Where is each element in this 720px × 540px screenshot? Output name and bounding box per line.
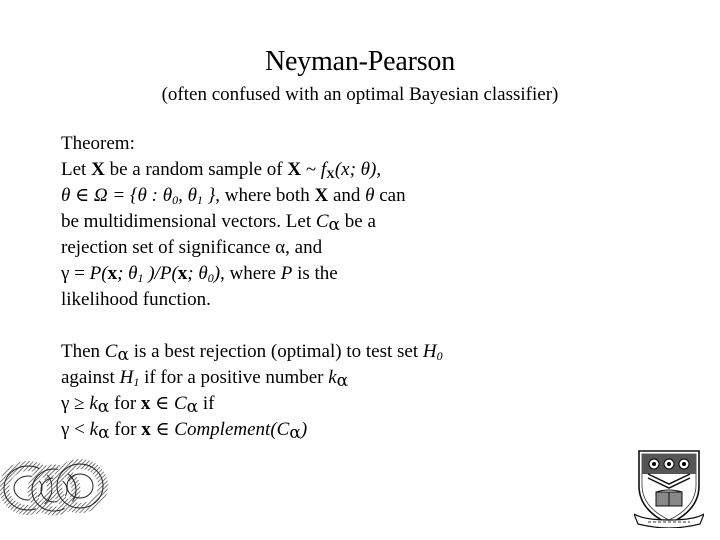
text: if	[198, 393, 215, 414]
var-H: H	[119, 367, 134, 388]
var-C: C	[173, 393, 187, 414]
theorem-line-5	[61, 261, 661, 287]
text: ~	[301, 159, 321, 180]
subscript-1: 1	[137, 271, 144, 285]
var-k: k	[89, 419, 99, 440]
var-P: P	[159, 263, 172, 284]
text: be multidimensional vectors. Let	[61, 211, 316, 232]
theorem-heading: Theorem:	[61, 133, 135, 154]
var-C: C	[104, 341, 118, 362]
text: }	[202, 185, 216, 206]
group-logo-icon	[0, 452, 108, 524]
var-H: H	[422, 341, 437, 362]
theorem-line-1	[61, 157, 661, 183]
conclusion-line-2	[61, 365, 661, 391]
var-P: P	[89, 263, 102, 284]
var-f: f	[320, 159, 327, 180]
text: be a random sample of	[104, 159, 288, 180]
slide-subtitle: (often confused with an optimal Bayesian classifier)	[161, 84, 559, 105]
text: ; θ	[117, 263, 138, 284]
subscript-0: 0	[207, 271, 214, 285]
conclusion-line-1	[61, 339, 661, 365]
complement-fn: Complement(C	[174, 419, 290, 440]
conclusion-line-3	[61, 391, 661, 417]
text: and	[328, 185, 366, 206]
text: if for a positive number	[139, 367, 329, 388]
subscript-X: X	[326, 167, 335, 181]
subscript-alpha: α	[97, 397, 110, 417]
text: is the	[292, 263, 338, 284]
slide-title: Neyman-Pearson	[264, 46, 456, 77]
text: )	[300, 419, 308, 440]
text: for	[109, 393, 141, 414]
var-X: X	[287, 159, 302, 180]
text: )/	[143, 263, 160, 284]
theorem-line-3	[61, 209, 661, 235]
var-C: C	[315, 211, 329, 232]
subscript-alpha: α	[117, 345, 129, 365]
var-x: x	[177, 263, 188, 284]
var-X: X	[91, 159, 105, 180]
university-crest-icon	[634, 448, 704, 528]
var-k: k	[328, 367, 337, 388]
var-x: x	[107, 263, 118, 284]
var-P: P	[280, 263, 293, 284]
text: be a	[340, 211, 376, 232]
subscript-alpha: α	[336, 371, 349, 391]
text: Let	[61, 159, 92, 180]
subscript-1: 1	[196, 193, 203, 207]
text: ∈	[150, 393, 174, 414]
text: is a best rejection (optimal) to test set	[128, 341, 423, 362]
text: (	[101, 263, 108, 284]
var-x: x	[141, 419, 151, 440]
var-k: k	[89, 393, 98, 414]
subscript-alpha: α	[328, 215, 341, 235]
text: ∈	[150, 419, 175, 440]
text: , θ	[178, 185, 197, 206]
subscript-alpha: α	[289, 423, 301, 443]
subscript-0: 0	[172, 193, 179, 207]
text: , where	[220, 263, 281, 284]
text: γ =	[61, 263, 90, 284]
parameter-set: θ ∈ Ω = {θ : θ	[61, 185, 173, 206]
text: γ ≥	[61, 393, 90, 414]
text: γ <	[61, 419, 90, 440]
subscript-1: 1	[133, 375, 140, 389]
var-theta: θ	[365, 185, 375, 206]
text: Then	[61, 341, 105, 362]
text: (	[171, 263, 178, 284]
conclusion-line-4	[61, 417, 661, 443]
var-x: x	[140, 393, 151, 414]
subscript-alpha: α	[186, 397, 199, 417]
density-args: (x; θ),	[334, 159, 382, 180]
text: ; θ	[187, 263, 208, 284]
subscript-0: 0	[436, 349, 443, 363]
theorem-line-6: likelihood function.	[61, 289, 211, 310]
text: , where both	[215, 185, 315, 206]
text: against	[61, 367, 120, 388]
var-X: X	[314, 185, 329, 206]
theorem-line-2	[61, 183, 661, 209]
subscript-alpha: α	[98, 423, 110, 443]
text: )	[213, 263, 221, 284]
slide-body	[61, 131, 661, 443]
text: for	[109, 419, 142, 440]
text: can	[374, 185, 406, 206]
theorem-line-4: rejection set of significance α, and	[61, 237, 323, 258]
